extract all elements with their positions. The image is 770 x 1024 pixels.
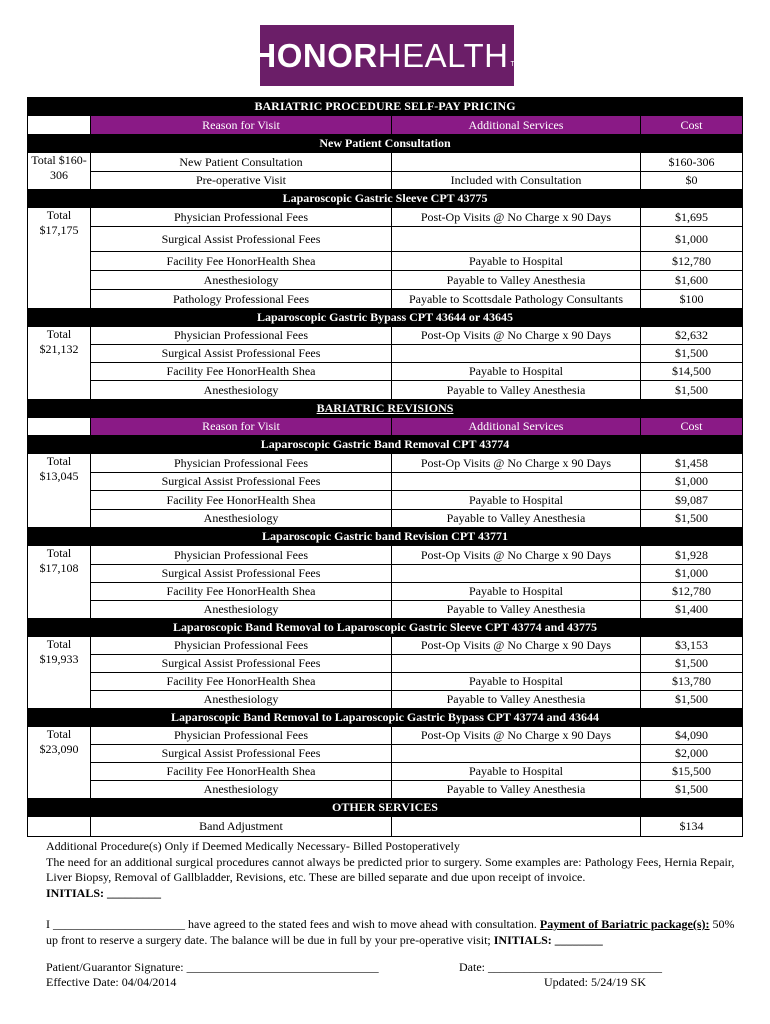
section-title: Laparoscopic Gastric Bypass CPT 43644 or 43645 — [28, 309, 743, 327]
total-cell — [28, 817, 91, 837]
header-reason: Reason for Visit — [91, 418, 392, 436]
header-blank — [28, 116, 91, 135]
table-row — [28, 745, 743, 763]
cost-cell: $1,600 — [641, 271, 743, 290]
cost-cell: $1,500 — [641, 345, 743, 363]
total-cell: Total $23,090 — [28, 727, 91, 799]
section-header — [28, 135, 743, 153]
additional-cell: Payable to Hospital — [392, 363, 641, 381]
cost-cell: $100 — [641, 290, 743, 309]
additional-cell: Payable to Valley Anesthesia — [392, 781, 641, 799]
table-row — [28, 172, 743, 190]
total-cell: Total $13,045 — [28, 454, 91, 528]
cost-cell: $160-306 — [641, 153, 743, 172]
cost-cell: $134 — [641, 817, 743, 837]
agree-initials: INITIALS: ________ — [493, 932, 603, 947]
header-row — [28, 116, 743, 135]
cost-cell: $9,087 — [641, 491, 743, 510]
section-header — [28, 709, 743, 727]
additional-cell — [392, 655, 641, 673]
reason-cell: Pathology Professional Fees — [91, 290, 392, 309]
additional-cell — [392, 345, 641, 363]
table-row — [28, 817, 743, 837]
reason-cell: Facility Fee HonorHealth Shea — [91, 583, 392, 601]
section-header — [28, 436, 743, 454]
additional-cell — [392, 227, 641, 252]
additional-cell: Payable to Valley Anesthesia — [392, 510, 641, 528]
header-additional: Additional Services — [392, 418, 641, 436]
reason-cell: Surgical Assist Professional Fees — [91, 345, 392, 363]
section-header — [28, 309, 743, 327]
additional-cell: Post-Op Visits @ No Charge x 90 Days — [392, 454, 641, 473]
table-row — [28, 473, 743, 491]
table-row — [28, 327, 743, 345]
section-title: BARIATRIC PROCEDURE SELF-PAY PRICING — [28, 98, 743, 116]
cost-cell: $1,000 — [641, 473, 743, 491]
cost-cell: $1,500 — [641, 381, 743, 400]
additional-cell: Payable to Hospital — [392, 673, 641, 691]
date-line: Date: _____________________________ — [459, 960, 662, 974]
total-cell: Total $21,132 — [28, 327, 91, 400]
notes-line1: Additional Procedure(s) Only if Deemed Medically Necessary- Billed Postoperatively — [46, 839, 460, 853]
cost-cell: $12,780 — [641, 252, 743, 271]
section-title: Laparoscopic Gastric Band Removal CPT 43774 — [28, 436, 743, 454]
reason-cell: Pre-operative Visit — [91, 172, 392, 190]
table-row — [28, 763, 743, 781]
agree-pre: I ______________________ have agreed to the stated fees and wish to move ahead with consultation. — [46, 916, 540, 931]
section-title: Laparoscopic Band Removal to Laparoscopic Gastric Sleeve CPT 43774 and 43775 — [28, 619, 743, 637]
reason-cell: Anesthesiology — [91, 271, 392, 290]
other-services-header — [28, 799, 743, 817]
table-row — [28, 673, 743, 691]
additional-cell — [392, 473, 641, 491]
table-row — [28, 381, 743, 400]
reason-cell: Facility Fee HonorHealth Shea — [91, 363, 392, 381]
total-cell: Total $160-306 — [28, 153, 91, 190]
table-row — [28, 565, 743, 583]
reason-cell: Facility Fee HonorHealth Shea — [91, 763, 392, 781]
updated-date: Updated: 5/24/19 SK — [544, 975, 646, 989]
additional-cell: Payable to Valley Anesthesia — [392, 691, 641, 709]
table-row — [28, 227, 743, 252]
cost-cell: $4,090 — [641, 727, 743, 745]
additional-cell — [392, 745, 641, 763]
table-row — [28, 583, 743, 601]
cost-cell: $1,928 — [641, 546, 743, 565]
header-cost: Cost — [641, 418, 743, 436]
reason-cell: Facility Fee HonorHealth Shea — [91, 252, 392, 271]
notes-initials: INITIALS: _________ — [46, 885, 162, 900]
table-row — [28, 252, 743, 271]
cost-cell: $1,500 — [641, 781, 743, 799]
additional-cell: Payable to Hospital — [392, 583, 641, 601]
table-row — [28, 781, 743, 799]
cost-cell: $2,632 — [641, 327, 743, 345]
reason-cell: Anesthesiology — [91, 781, 392, 799]
cost-cell: $3,153 — [641, 637, 743, 655]
table-row — [28, 691, 743, 709]
cost-cell: $1,500 — [641, 655, 743, 673]
signature-line: Patient/Guarantor Signature: ________________________________ — [46, 960, 379, 974]
reason-cell: Surgical Assist Professional Fees — [91, 655, 392, 673]
agree-bold: Payment of Bariatric package(s): — [539, 916, 710, 931]
additional-cell: Payable to Valley Anesthesia — [392, 601, 641, 619]
header-cost: Cost — [641, 116, 743, 135]
honorhealth-logo — [252, 25, 522, 86]
reason-cell: Surgical Assist Professional Fees — [91, 227, 392, 252]
section-header — [28, 528, 743, 546]
reason-cell: Physician Professional Fees — [91, 454, 392, 473]
cost-cell: $1,458 — [641, 454, 743, 473]
cost-cell: $1,000 — [641, 565, 743, 583]
reason-cell: Facility Fee HonorHealth Shea — [91, 491, 392, 510]
table-title — [28, 98, 743, 116]
header-blank — [28, 418, 91, 436]
cost-cell: $1,695 — [641, 208, 743, 227]
section-header — [28, 190, 743, 208]
reason-cell: Surgical Assist Professional Fees — [91, 565, 392, 583]
reason-cell: Anesthesiology — [91, 601, 392, 619]
cost-cell: $2,000 — [641, 745, 743, 763]
section-title: Laparoscopic Gastric band Revision CPT 43771 — [28, 528, 743, 546]
reason-cell: Physician Professional Fees — [91, 208, 392, 227]
table-row — [28, 727, 743, 745]
reason-cell: Surgical Assist Professional Fees — [91, 745, 392, 763]
section-header — [28, 619, 743, 637]
cost-cell: $14,500 — [641, 363, 743, 381]
agreement-text — [46, 917, 746, 948]
reason-cell: Physician Professional Fees — [91, 327, 392, 345]
table-row — [28, 491, 743, 510]
pricing-table — [27, 97, 743, 837]
cost-cell: $1,500 — [641, 510, 743, 528]
reason-cell: Band Adjustment — [91, 817, 392, 837]
logo-part2: HEALTH — [377, 36, 509, 74]
reason-cell: Facility Fee HonorHealth Shea — [91, 673, 392, 691]
total-cell: Total $17,108 — [28, 546, 91, 619]
additional-cell: Included with Consultation — [392, 172, 641, 190]
total-cell: Total $19,933 — [28, 637, 91, 709]
reason-cell: Surgical Assist Professional Fees — [91, 473, 392, 491]
additional-cell: Payable to Hospital — [392, 252, 641, 271]
logo-tm: TM — [510, 61, 522, 68]
additional-cell: Payable to Valley Anesthesia — [392, 381, 641, 400]
section-title: New Patient Consultation — [28, 135, 743, 153]
table-row — [28, 290, 743, 309]
revisions-header — [28, 400, 743, 418]
reason-cell: Anesthesiology — [91, 510, 392, 528]
cost-cell: $12,780 — [641, 583, 743, 601]
additional-cell: Post-Op Visits @ No Charge x 90 Days — [392, 327, 641, 345]
additional-cell: Payable to Valley Anesthesia — [392, 271, 641, 290]
additional-cell: Payable to Hospital — [392, 763, 641, 781]
header-row — [28, 418, 743, 436]
cost-cell: $15,500 — [641, 763, 743, 781]
cost-cell: $13,780 — [641, 673, 743, 691]
section-title: Laparoscopic Band Removal to Laparoscopic Gastric Bypass CPT 43774 and 43644 — [28, 709, 743, 727]
additional-cell: Payable to Hospital — [392, 491, 641, 510]
reason-cell: Physician Professional Fees — [91, 727, 392, 745]
additional-cell: Post-Op Visits @ No Charge x 90 Days — [392, 727, 641, 745]
table-row — [28, 655, 743, 673]
table-row — [28, 637, 743, 655]
cost-cell: $1,000 — [641, 227, 743, 252]
table-row — [28, 208, 743, 227]
section-title: OTHER SERVICES — [28, 799, 743, 817]
effective-date: Effective Date: 04/04/2014 — [46, 975, 177, 989]
additional-cell: Post-Op Visits @ No Charge x 90 Days — [392, 637, 641, 655]
table-row — [28, 363, 743, 381]
total-cell: Total $17,175 — [28, 208, 91, 309]
table-row — [28, 546, 743, 565]
reason-cell: New Patient Consultation — [91, 153, 392, 172]
additional-cell: Post-Op Visits @ No Charge x 90 Days — [392, 546, 641, 565]
table-row — [28, 271, 743, 290]
additional-cell: Payable to Scottsdale Pathology Consultants — [392, 290, 641, 309]
cost-cell: $1,500 — [641, 691, 743, 709]
additional-cell — [392, 565, 641, 583]
reason-cell: Physician Professional Fees — [91, 546, 392, 565]
additional-cell — [392, 153, 641, 172]
section-title: BARIATRIC REVISIONS — [28, 400, 743, 418]
table-row — [28, 454, 743, 473]
logo-part1: HONOR — [252, 36, 378, 74]
cost-cell: $0 — [641, 172, 743, 190]
reason-cell: Physician Professional Fees — [91, 637, 392, 655]
reason-cell: Anesthesiology — [91, 381, 392, 400]
table-row — [28, 345, 743, 363]
header-reason: Reason for Visit — [91, 116, 392, 135]
table-row — [28, 601, 743, 619]
signature-block — [46, 960, 746, 990]
notes-section — [46, 839, 746, 948]
table-row — [28, 153, 743, 172]
table-row — [28, 510, 743, 528]
cost-cell: $1,400 — [641, 601, 743, 619]
header-additional: Additional Services — [392, 116, 641, 135]
agree-post: 50% up front to reserve a surgery date. The balance will be due in full by your pre-operative visit; — [46, 916, 735, 947]
notes-line2: The need for an additional surgical procedures cannot always be predicted prior to surgery. Some examples are: Pathology Fees, Hernia Repair, Liver Biopsy, Removal of Gallbladder, Revisions, etc. These are billed separate and due upon receipt of invoice. — [46, 854, 735, 885]
additional-cell: Post-Op Visits @ No Charge x 90 Days — [392, 208, 641, 227]
reason-cell: Anesthesiology — [91, 691, 392, 709]
additional-cell — [392, 817, 641, 837]
section-title: Laparoscopic Gastric Sleeve CPT 43775 — [28, 190, 743, 208]
